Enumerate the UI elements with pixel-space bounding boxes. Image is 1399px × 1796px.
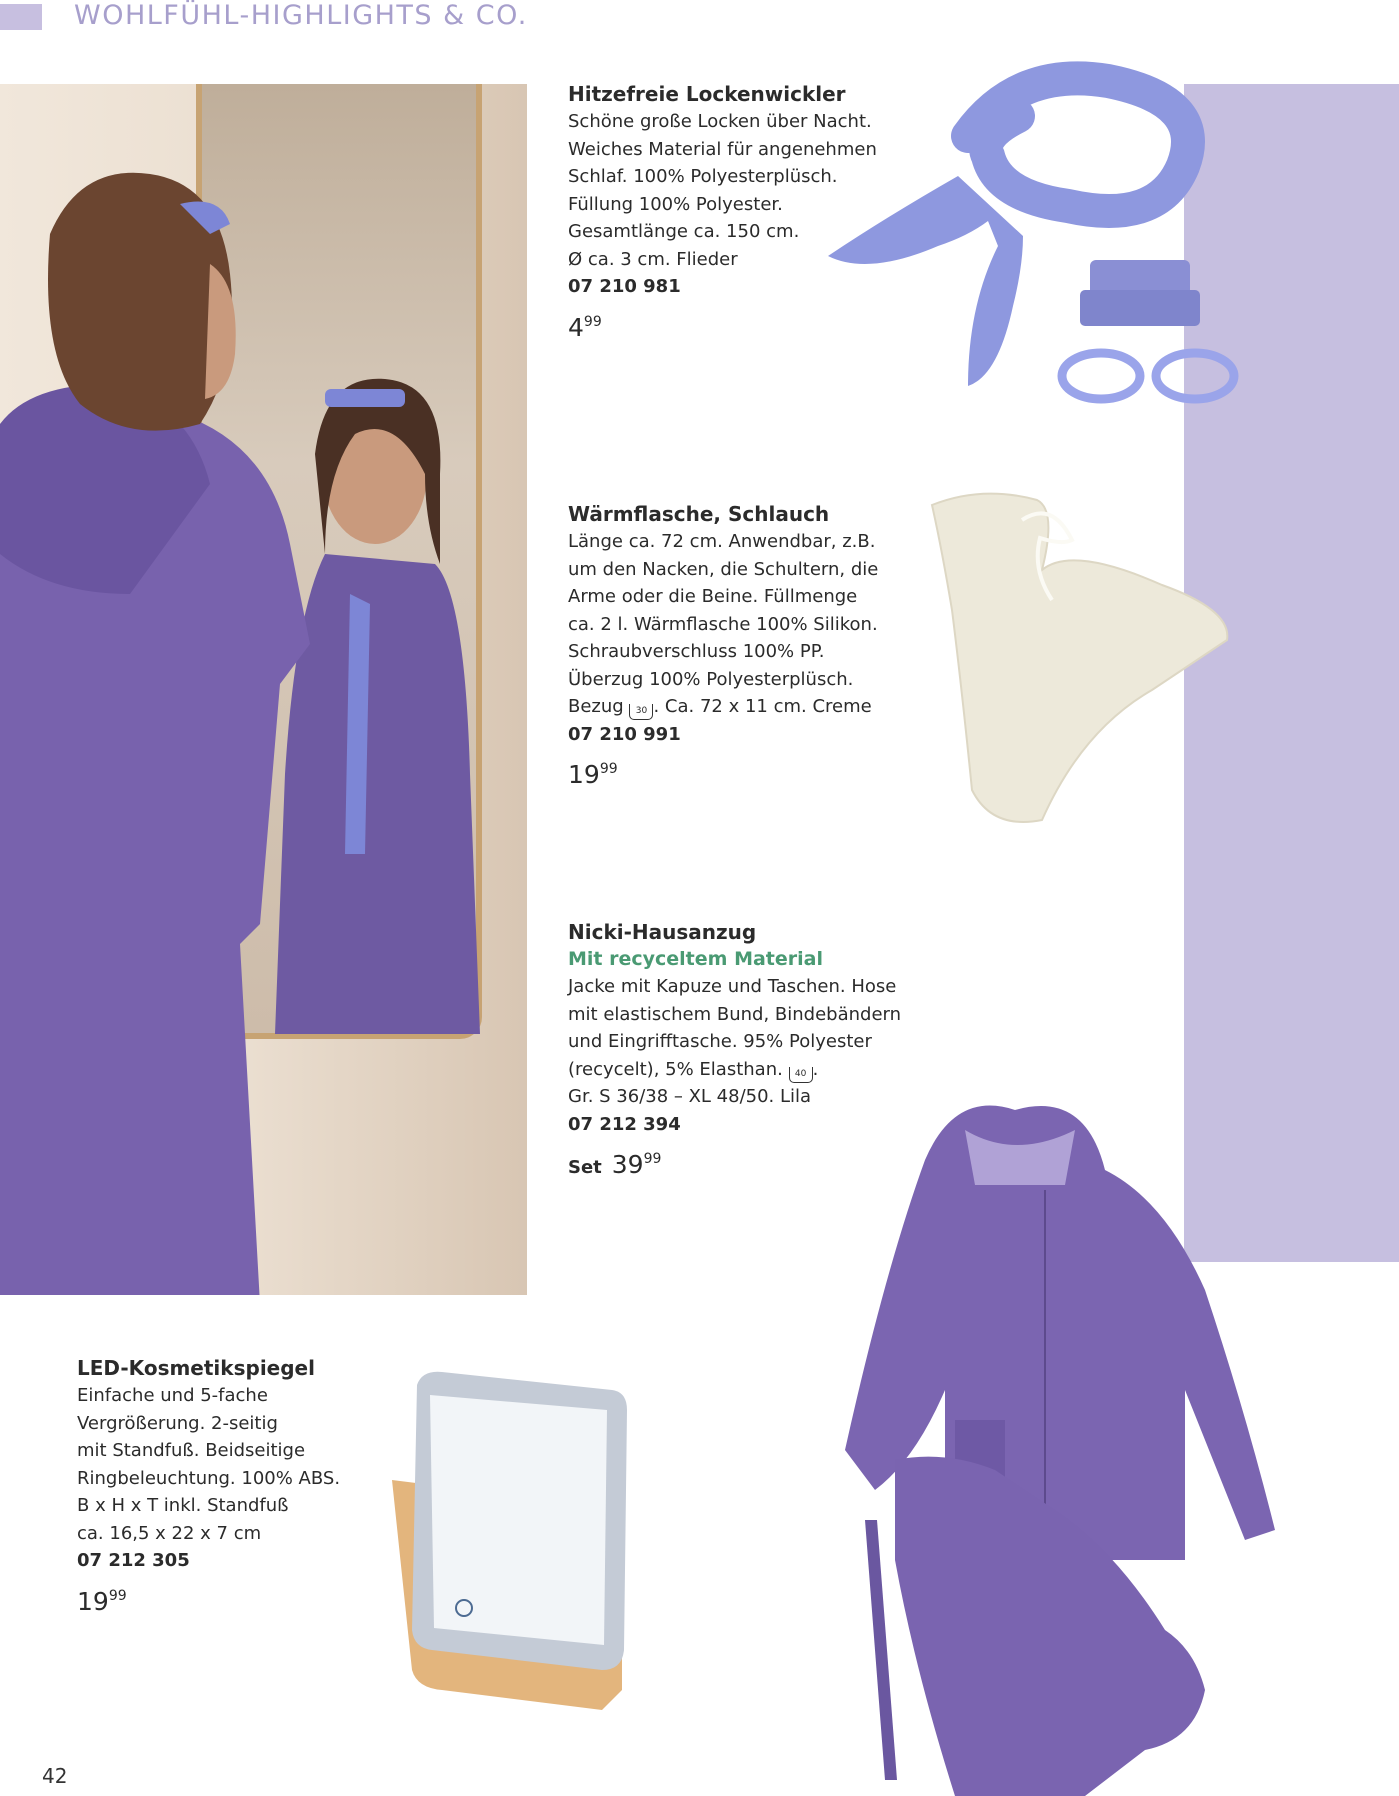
curler-product-image: [818, 46, 1258, 416]
product-description-line: Weiches Material für angenehmen: [568, 138, 877, 160]
product-description-line: Schlaf. 100% Polyesterplüsch.: [568, 166, 838, 187]
price-prefix: Set: [568, 1157, 602, 1178]
price-cents: 99: [599, 761, 618, 777]
period: .: [812, 1058, 819, 1080]
hot-water-bottle-image: [922, 490, 1262, 840]
price: [568, 1144, 901, 1183]
price-main: 39: [611, 1150, 644, 1179]
article-number: 07 212 394: [568, 1113, 681, 1135]
led-mirror-image: [372, 1370, 640, 1718]
lifestyle-photo: [0, 84, 527, 1295]
price: [568, 754, 878, 790]
wash-temp: 30: [635, 706, 648, 716]
product-name: Nicki-Hausanzug: [568, 920, 757, 944]
product-hot-water-bottle: [568, 500, 878, 790]
product-description-line: Gr. S 36/38 – XL 48/50. Lila: [568, 1086, 812, 1107]
wash-temp: 40: [794, 1068, 807, 1079]
header-accent-block: [0, 4, 42, 30]
price-main: 19: [568, 760, 600, 789]
product-description-line: Gesamtlänge ca. 150 cm.: [568, 221, 800, 242]
product-name: Wärmflasche, Schlauch: [568, 502, 830, 526]
product-description-line: Füllung 100% Polyester.: [568, 193, 783, 215]
product-description-line: Ringbeleuchtung. 100% ABS.: [77, 1467, 341, 1489]
product-led-mirror: [77, 1354, 340, 1617]
product-description-line: Einfache und 5-fache: [77, 1385, 268, 1406]
product-description-line: Schöne große Locken über Nacht.: [568, 111, 872, 132]
cover-size: . Ca. 72 x 11 cm. Creme: [653, 696, 872, 717]
article-number: 07 210 991: [568, 723, 681, 745]
product-description-line: Ø ca. 3 cm. Flieder: [568, 248, 738, 270]
product-description-line: Länge ca. 72 cm. Anwendbar, z.B.: [568, 531, 876, 552]
wash-40-icon: [789, 1067, 813, 1083]
price: [77, 1581, 340, 1617]
product-curlers: [568, 80, 877, 343]
product-description-line: Jacke mit Kapuze und Taschen. Hose: [568, 976, 897, 997]
cover-label: Bezug: [568, 696, 624, 717]
product-description-line: Schraubverschluss 100% PP.: [568, 641, 825, 662]
front-person: [0, 124, 360, 1295]
product-description-line: Überzug 100% Polyesterplüsch.: [568, 668, 854, 690]
wash-30-icon: [629, 704, 653, 720]
product-description-line: Arme oder die Beine. Füllmenge: [568, 586, 858, 607]
product-description-line: mit Standfuß. Beidseitige: [77, 1440, 306, 1461]
product-name: Hitzefreie Lockenwickler: [568, 82, 846, 106]
product-description-line: ca. 2 l. Wärmflasche 100% Silikon.: [568, 613, 878, 635]
price-cents: 99: [583, 313, 602, 330]
article-number: 07 210 981: [568, 276, 681, 297]
price-main: 4: [568, 312, 584, 342]
product-description-line: ca. 16,5 x 22 x 7 cm: [77, 1522, 262, 1544]
page-number: 42: [42, 1764, 68, 1788]
product-description-line: B x H x T inkl. Standfuß: [77, 1495, 289, 1516]
price: [568, 307, 877, 343]
product-description-line: Vergrößerung. 2-seitig: [77, 1412, 278, 1434]
article-number: 07 212 305: [77, 1550, 190, 1571]
product-house-suit: [568, 918, 901, 1183]
product-description-line: [568, 693, 878, 721]
product-description-line: und Eingrifftasche. 95% Polyester: [568, 1031, 872, 1052]
price-cents: 99: [108, 1587, 127, 1604]
product-description-line: mit elastischem Bund, Bindebändern: [568, 1003, 902, 1025]
product-description-line: um den Nacken, die Schultern, die: [568, 558, 879, 580]
product-name: LED-Kosmetikspiegel: [77, 1356, 315, 1380]
product-description-line: [568, 1056, 901, 1084]
price-cents: 99: [643, 1151, 662, 1167]
section-title: WOHLFÜHL-HIGHLIGHTS & CO.: [74, 0, 528, 31]
price-main: 19: [77, 1586, 109, 1616]
recycled-badge: Mit recyceltem Material: [568, 948, 823, 970]
tracksuit-product-image: [805, 1090, 1275, 1796]
material-text: (recycelt), 5% Elasthan.: [568, 1058, 783, 1080]
